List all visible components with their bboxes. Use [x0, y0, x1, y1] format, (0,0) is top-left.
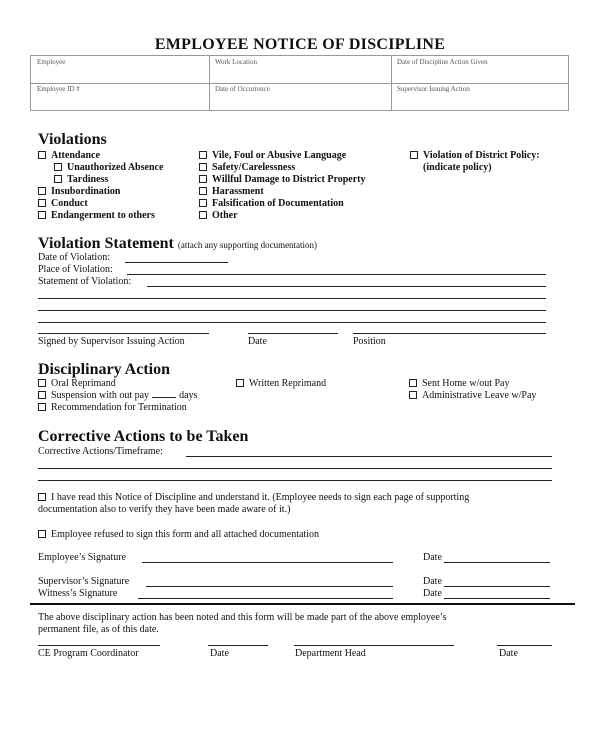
page-title: EMPLOYEE NOTICE OF DISCIPLINE: [154, 36, 446, 53]
checkbox[interactable]: [38, 493, 46, 501]
option-oral-reprimand[interactable]: Oral Reprimand: [38, 378, 197, 390]
date-of-violation-label: Date of Violation:: [38, 252, 110, 263]
checkbox[interactable]: [38, 403, 46, 411]
violation-item[interactable]: Conduct: [38, 198, 163, 210]
checkbox[interactable]: [38, 530, 46, 538]
violation-item[interactable]: Attendance: [38, 150, 163, 162]
employee-id-field[interactable]: Employee ID #: [37, 85, 80, 93]
supervisor-field[interactable]: Supervisor Issuing Action: [397, 85, 470, 93]
employee-info-table: [30, 55, 569, 111]
supervisor-date-line[interactable]: [444, 586, 550, 587]
violation-item[interactable]: Violation of District Policy:: [410, 150, 540, 162]
checkbox[interactable]: [199, 211, 207, 219]
employee-date-line[interactable]: [444, 562, 550, 563]
violation-item[interactable]: Endangerment to others: [38, 210, 163, 222]
violations-col1: [38, 150, 163, 222]
supervisor-signature-line[interactable]: [38, 333, 209, 334]
violation-item[interactable]: Falsification of Documentation: [199, 198, 366, 210]
signature-date-line[interactable]: [248, 333, 338, 334]
disciplinary-heading: Disciplinary Action: [38, 361, 171, 378]
date-label: Date: [248, 336, 267, 347]
date-action-given-field[interactable]: Date of Discipline Action Given: [397, 58, 488, 66]
option-suspension[interactable]: Suspension with out pay days: [38, 390, 197, 402]
corrective-label: Corrective Actions/Timeframe:: [38, 446, 163, 457]
checkbox[interactable]: [38, 379, 46, 387]
supervisor-signature-label: Supervisor’s Signature: [38, 576, 130, 587]
statement-input-line[interactable]: [38, 298, 546, 299]
witness-signature-line[interactable]: [138, 598, 393, 599]
checkbox[interactable]: [236, 379, 244, 387]
option-sent-home[interactable]: Sent Home w/out Pay: [409, 378, 536, 390]
coordinator-signature-line[interactable]: [38, 645, 160, 646]
dept-head-label: Department Head: [295, 648, 366, 659]
violations-col3: [410, 150, 540, 174]
violation-item[interactable]: Safety/Carelessness: [199, 162, 366, 174]
checkbox[interactable]: [199, 175, 207, 183]
checkbox[interactable]: [38, 151, 46, 159]
indicate-policy-label: (indicate policy): [423, 162, 492, 173]
statement-input-line[interactable]: [147, 286, 546, 287]
place-of-violation-input[interactable]: [127, 274, 546, 275]
option-admin-leave[interactable]: Administrative Leave w/Pay: [409, 390, 536, 402]
checkbox[interactable]: [199, 163, 207, 171]
ack-statement[interactable]: I have read this Notice of Discipline and understand it. (Employee needs to sign each page of supporting documentation also to verify they have been made aware of it.): [38, 492, 470, 515]
employee-field[interactable]: Employee: [37, 58, 66, 66]
date-label: Date: [423, 576, 442, 587]
checkbox[interactable]: [38, 211, 46, 219]
disciplinary-col3: [409, 378, 536, 402]
disciplinary-col1: [38, 378, 197, 414]
violation-item[interactable]: Willful Damage to District Property: [199, 174, 366, 186]
checkbox[interactable]: [199, 151, 207, 159]
violations-heading: Violations: [38, 131, 107, 148]
signed-by-label: Signed by Supervisor Issuing Action: [38, 336, 185, 347]
checkbox[interactable]: [409, 391, 417, 399]
checkbox[interactable]: [410, 151, 418, 159]
statement-of-violation-label: Statement of Violation:: [38, 276, 132, 287]
checkbox[interactable]: [409, 379, 417, 387]
employee-signature-label: Employee’s Signature: [38, 552, 127, 563]
date-of-violation-input[interactable]: [125, 262, 228, 263]
divider: [30, 603, 575, 605]
date-label: Date: [210, 648, 229, 659]
checkbox[interactable]: [38, 199, 46, 207]
place-of-violation-label: Place of Violation:: [38, 264, 113, 275]
corrective-input-line[interactable]: [186, 456, 552, 457]
violations-col2: [199, 150, 366, 222]
work-location-field[interactable]: Work Location: [215, 58, 258, 66]
corrective-input-line[interactable]: [38, 480, 552, 481]
position-label: Position: [353, 336, 386, 347]
checkbox[interactable]: [54, 175, 62, 183]
checkbox[interactable]: [38, 187, 46, 195]
option-written-reprimand[interactable]: Written Reprimand: [236, 378, 326, 390]
date-label: Date: [423, 552, 442, 563]
witness-date-line[interactable]: [444, 598, 550, 599]
date-label: Date: [499, 648, 518, 659]
violation-item[interactable]: Unauthorized Absence: [38, 162, 163, 174]
witness-signature-label: Witness’s Signature: [38, 588, 118, 599]
statement-input-line[interactable]: [38, 310, 546, 311]
violation-item[interactable]: Tardiness: [38, 174, 163, 186]
checkbox[interactable]: [199, 199, 207, 207]
checkbox[interactable]: [38, 391, 46, 399]
statement-input-line[interactable]: [38, 322, 546, 323]
refused-statement[interactable]: Employee refused to sign this form and all attached documentation: [38, 529, 319, 541]
violation-item[interactable]: Other: [199, 210, 366, 222]
corrective-input-line[interactable]: [38, 468, 552, 469]
employee-signature-line[interactable]: [142, 562, 393, 563]
position-line[interactable]: [353, 333, 546, 334]
checkbox[interactable]: [54, 163, 62, 171]
violation-item[interactable]: Insubordination: [38, 186, 163, 198]
supervisor-signature-line[interactable]: [146, 586, 393, 587]
violation-item[interactable]: Vile, Foul or Abusive Language: [199, 150, 366, 162]
coordinator-date-line[interactable]: [208, 645, 268, 646]
violation-item[interactable]: Harassment: [199, 186, 366, 198]
coordinator-label: CE Program Coordinator: [38, 648, 139, 659]
option-termination[interactable]: Recommendation for Termination: [38, 402, 197, 414]
checkbox[interactable]: [199, 187, 207, 195]
dept-head-signature-line[interactable]: [294, 645, 454, 646]
date-label: Date: [423, 588, 442, 599]
statement-note: (attach any supporting documentation): [177, 240, 318, 250]
corrective-heading: Corrective Actions to be Taken: [38, 428, 249, 445]
dept-head-date-line[interactable]: [497, 645, 552, 646]
date-of-occurrence-field[interactable]: Date of Occurrence: [215, 85, 270, 93]
statement-heading: Violation Statement (attach any supporting documentation): [38, 235, 318, 252]
footer-note: The above disciplinary action has been noted and this form will be made part of the above employee’s permanent file, as of this date.: [38, 612, 447, 635]
